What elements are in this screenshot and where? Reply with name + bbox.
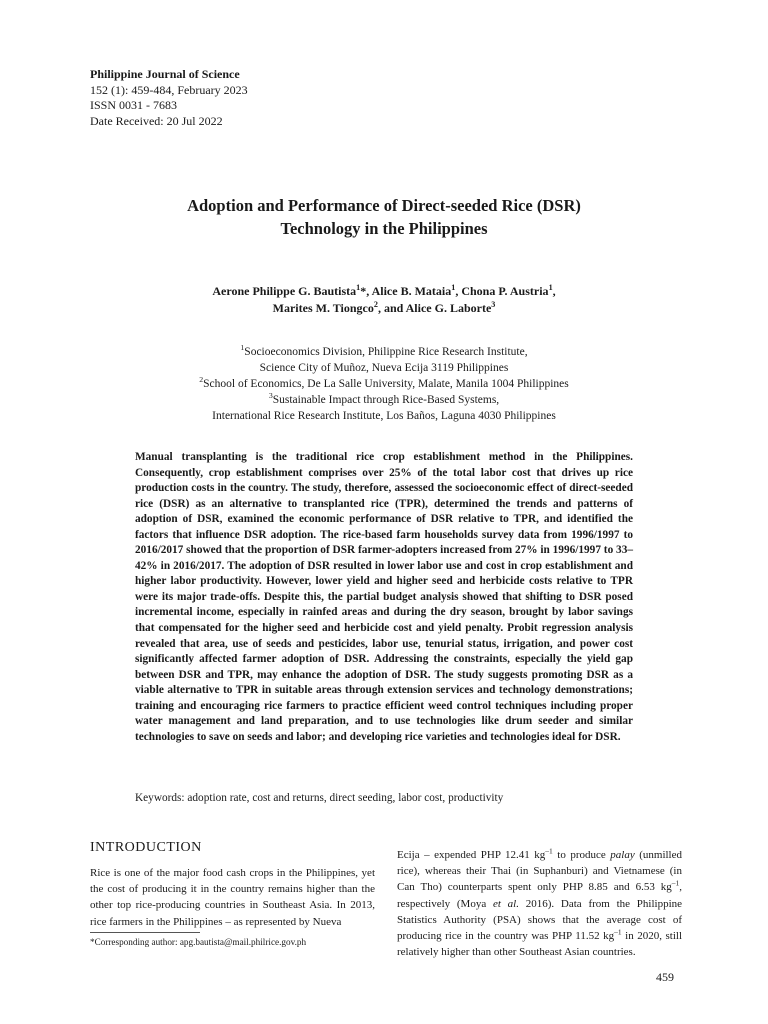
- author-name: Aerone Philippe G. Bautista: [212, 284, 357, 298]
- author-affil-sup: 3: [491, 300, 496, 309]
- body-text: to produce: [552, 849, 611, 861]
- affiliation-text: Sustainable Impact through Rice-Based Systems,: [272, 394, 500, 406]
- intro-left-column: Rice is one of the major food cash crops in the Philippines, yet the cost of producing it in the country remains higher than the other top rice-producing countries in Southeast Asia. In 2013, rice farmers in the Philippines – as represented by Nueva: [90, 867, 375, 928]
- affiliation-sup: 2: [199, 375, 204, 385]
- affiliation-1-line-2: Science City of Muñoz, Nueva Ecija 3119 Philippines: [259, 362, 509, 374]
- body-text: (unmilled rice), whereas their Thai (in Suphanburi) and Vietnamese (in Can Tho) counterparts spent only PHP 8.85 and 6.53 kg: [397, 849, 682, 894]
- author-separator: *,: [360, 284, 372, 298]
- body-text: 2016). Data from the Philippine Statistics Authority (PSA) shows that the average cost of producing rice in the country was PHP 11.52 kg: [397, 897, 683, 943]
- author-affil-sup: 1: [548, 283, 553, 292]
- author-name: Marites M. Tiongco: [272, 301, 374, 315]
- date-received: Date Received: 20 Jul 2022: [90, 113, 223, 128]
- author-affil-sup: 2: [373, 300, 378, 309]
- author-separator: , and: [377, 301, 406, 315]
- page-number: 459: [656, 970, 674, 984]
- affiliation-3: [100, 392, 668, 408]
- section-heading-introduction: INTRODUCTION: [90, 840, 202, 855]
- affiliations: [100, 344, 668, 424]
- intro-right-column: [397, 847, 682, 960]
- journal-header: [90, 67, 248, 129]
- keywords: Keywords: adoption rate, cost and returns, direct seeding, labor cost, productivity: [135, 792, 504, 804]
- title-line-1: Adoption and Performance of Direct-seeded Rice (DSR): [187, 196, 581, 215]
- affiliation-text: School of Economics, De La Salle University, Malate, Manila 1004 Philippines: [203, 378, 569, 390]
- unit-exponent: –1: [671, 878, 680, 888]
- affiliation-sup: 1: [240, 343, 245, 353]
- author-separator: ,: [455, 284, 462, 298]
- affiliation-2: [100, 376, 668, 392]
- author-separator: ,: [552, 284, 556, 298]
- author-affil-sup: 1: [451, 283, 456, 292]
- title-line-2: Technology in the Philippines: [280, 219, 488, 238]
- journal-issn: ISSN 0031 - 7683: [90, 98, 178, 112]
- corresponding-author-footnote: *Corresponding author: apg.bautista@mail.philrice.gov.ph: [90, 937, 307, 947]
- author-list: [100, 283, 668, 317]
- journal-name: Philippine Journal of Science: [90, 67, 240, 81]
- unit-exponent: –1: [545, 846, 553, 856]
- author-name: Alice B. Mataia: [371, 284, 452, 298]
- body-text: Ecija – expended PHP 12.41 kg: [397, 849, 546, 861]
- author-name: Chona P. Austria: [461, 284, 549, 298]
- authors-line-2: [100, 300, 668, 317]
- affiliation-text: Socioeconomics Division, Philippine Rice Research Institute,: [244, 346, 528, 358]
- body-text: , respectively (Moya: [397, 881, 682, 910]
- abstract: Manual transplanting is the traditional rice crop establishment method in the Philippines. Consequently, crop establishment comprises over 25% of the total labor cost that drives up rice production costs in the country. The study, therefore, assessed the socioeconomic effect of direct-seeded rice (DSR) as an alternative to transplanted rice (TPR), determined the trends and patterns of adoption of DSR, examined the economic performance of DSR relative to TPR, and identified the factors that influence DSR adoption. The rice-based farm households survey data from 1996/1997 to 2016/2017 showed that the proportion of DSR farmer-adopters increased from 27% in 1996/1997 to 33–42% in 2016/2017. The adoption of DSR resulted in lower labor use and cost in crop establishment and higher labor productivity. However, lower yield and higher seed and herbicide costs relative to TPR were its major trade-offs. Despite this, the partial budget analysis showed that shifting to DSR posed incremental income, especially in rainfed areas and during the dry season, brought by labor savings that compensated for the higher seed and herbicide cost and yield penalty. Probit regression analysis revealed that area, use of seeds and pesticides, labor use, tenurial status, irrigation, and power cost significantly affected farmer adoption of DSR. Addressing the constraints, especially the yield gap between DSR and TPR, may enhance the adoption of DSR. The study suggests promoting DSR as a viable alternative to TPR in suitable areas through extension services and technology demonstrations; training and encouraging rice farmers to practice efficient weed control techniques including proper water management and land preparation, and to use technologies like drum seeder and similar technologies to save on seeds and labor; and developing rice varieties and technologies ideal for DSR.: [135, 451, 633, 743]
- body-text: in 2020, still relatively higher than other Southeast Asian countries.: [397, 930, 683, 959]
- affiliation-1: [100, 344, 668, 360]
- author-name: Alice G. Laborte: [405, 301, 492, 315]
- footnote-rule: [90, 932, 200, 933]
- italic-term: et al.: [492, 897, 519, 910]
- author-affil-sup: 1: [356, 283, 361, 292]
- unit-exponent: –1: [614, 927, 622, 937]
- journal-volume: 152 (1): 459-484, February 2023: [90, 82, 248, 97]
- affiliation-sup: 3: [268, 391, 273, 401]
- affiliation-3-line-2: International Rice Research Institute, Los Baños, Laguna 4030 Philippines: [212, 410, 556, 422]
- italic-term: palay: [610, 849, 635, 861]
- authors-line-1: [100, 283, 668, 300]
- paper-title: [100, 194, 668, 240]
